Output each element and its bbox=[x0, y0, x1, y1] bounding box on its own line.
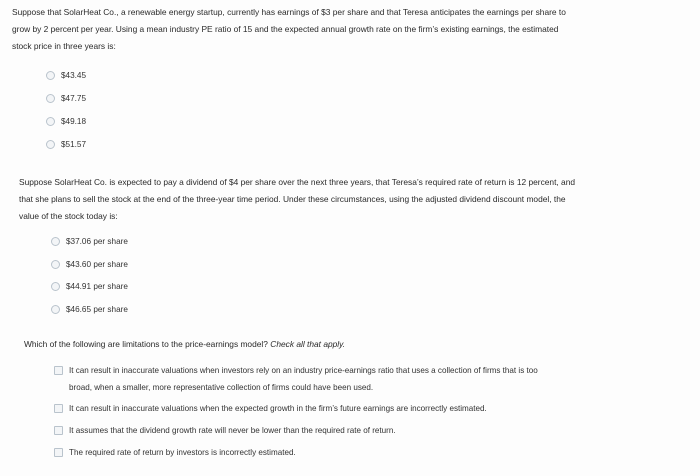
option-label: $49.18 bbox=[61, 117, 87, 126]
checkbox[interactable] bbox=[54, 404, 63, 413]
option-label: $46.65 per share bbox=[66, 305, 128, 314]
q3-option-d[interactable] bbox=[54, 444, 296, 461]
radio-button[interactable] bbox=[51, 237, 60, 246]
q2-option-c[interactable] bbox=[51, 282, 128, 291]
question-1-text bbox=[12, 4, 566, 55]
q1-option-d[interactable] bbox=[46, 140, 86, 149]
question-2-text bbox=[19, 174, 575, 225]
question-1-line: Suppose that SolarHeat Co., a renewable energy startup, currently has earnings of $3 per share and that Teresa anticipates the earnings per share to bbox=[12, 7, 566, 17]
radio-button[interactable] bbox=[51, 260, 60, 269]
option-label: $43.60 per share bbox=[66, 260, 128, 269]
option-label: $47.75 bbox=[61, 94, 87, 103]
option-label: $51.57 bbox=[61, 140, 87, 149]
question-3-text bbox=[24, 336, 345, 353]
q1-option-a[interactable] bbox=[46, 71, 86, 80]
option-label: $43.45 bbox=[61, 71, 87, 80]
checkbox[interactable] bbox=[54, 448, 63, 457]
radio-button[interactable] bbox=[46, 117, 55, 126]
question-2-line: that she plans to sell the stock at the end of the three-year time period. Under these circumstances, using the adjusted dividend discount model, the bbox=[19, 194, 566, 204]
q3-option-c[interactable] bbox=[54, 422, 396, 439]
q1-option-c[interactable] bbox=[46, 117, 86, 126]
radio-button[interactable] bbox=[46, 94, 55, 103]
checkbox[interactable] bbox=[54, 366, 63, 375]
radio-button[interactable] bbox=[46, 140, 55, 149]
option-label: The required rate of return by investors is incorrectly estimated. bbox=[69, 448, 296, 457]
question-3-prompt: Which of the following are limitations to the price-earnings model? bbox=[24, 339, 268, 349]
q2-option-d[interactable] bbox=[51, 305, 128, 314]
radio-button[interactable] bbox=[51, 282, 60, 291]
question-3-instruction: Check all that apply. bbox=[270, 339, 346, 349]
question-1-line: stock price in three years is: bbox=[12, 41, 116, 51]
option-label: It assumes that the dividend growth rate will never be lower than the required rate of return. bbox=[69, 426, 396, 435]
q3-option-a[interactable] bbox=[54, 362, 538, 396]
option-label: $44.91 per share bbox=[66, 282, 128, 291]
q3-option-b[interactable] bbox=[54, 400, 487, 417]
question-2-line: Suppose SolarHeat Co. is expected to pay a dividend of $4 per share over the next three years, that Teresa’s required rate of return is 12 percent, and bbox=[19, 177, 576, 187]
radio-button[interactable] bbox=[46, 71, 55, 80]
question-1-line: grow by 2 percent per year. Using a mean industry PE ratio of 15 and the expected annual growth rate on the firm’s existing earnings, the estimated bbox=[12, 24, 559, 34]
option-label: $37.06 per share bbox=[66, 237, 128, 246]
q2-option-a[interactable] bbox=[51, 237, 128, 246]
question-2-line: value of the stock today is: bbox=[19, 211, 118, 221]
option-label: It can result in inaccurate valuations when the expected growth in the firm’s future earnings are incorrectly estimated. bbox=[69, 404, 487, 413]
q2-option-b[interactable] bbox=[51, 260, 128, 269]
option-label-continued: broad, when a smaller, more representative collection of firms could have been used. bbox=[69, 383, 374, 392]
radio-button[interactable] bbox=[51, 305, 60, 314]
q1-option-b[interactable] bbox=[46, 94, 86, 103]
option-label: It can result in inaccurate valuations when investors rely on an industry price-earnings ratio that uses a collection of firms that is too bbox=[69, 366, 538, 375]
checkbox[interactable] bbox=[54, 426, 63, 435]
